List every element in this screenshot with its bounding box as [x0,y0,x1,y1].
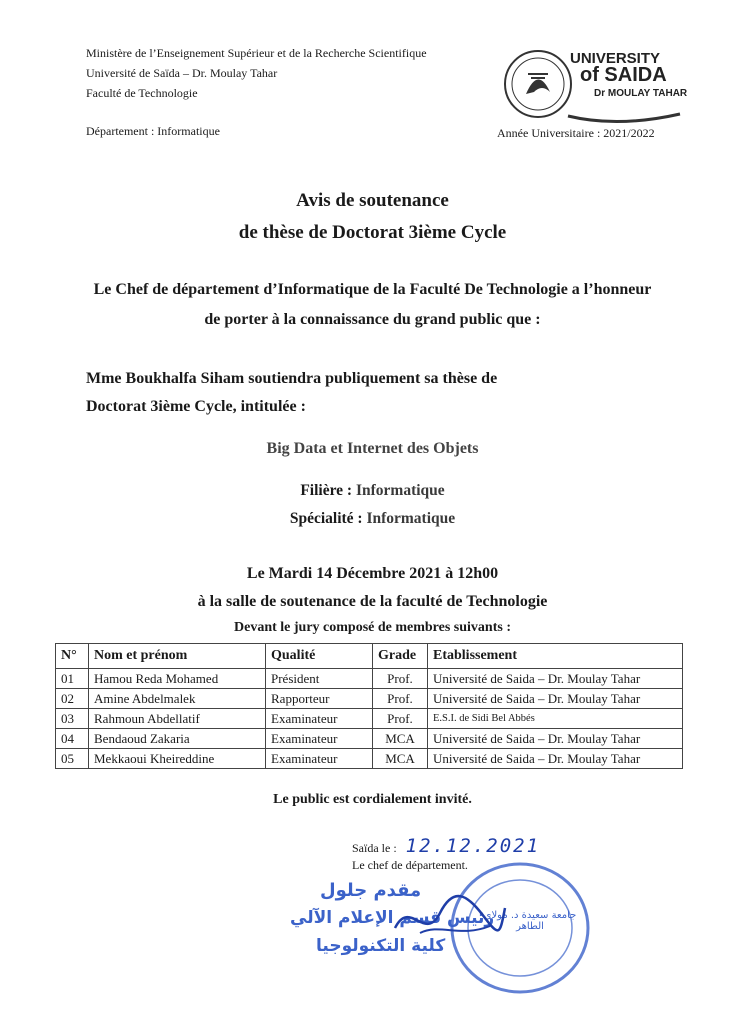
place-date-line [352,835,540,857]
col-header-number: N° [56,644,89,669]
defense-room: à la salle de soutenance de la faculté de Technologie [197,593,548,610]
jury-intro: Devant le jury composé de membres suivants : [234,620,511,635]
seal-text: جامعة سعيدة د. مولاي الطاهر [483,910,577,932]
table-row [56,709,683,729]
col-header-name: Nom et prénom [89,644,266,669]
candidate-line2: Doctorat 3ième Cycle, intitulée : [86,398,306,415]
ministry-line: Ministère de l’Enseignement Supérieur et de la Recherche Scientifique [86,46,427,60]
logo-line3: Dr MOULAY TAHAR [594,88,688,99]
cell-institution: Université de Saida – Dr. Moulay Tahar [428,689,683,709]
intro-paragraph: Le Chef de département d’Informatique de la Faculté De Technologie a l’honneur de porter à la connaissance du grand public que : [93,281,652,328]
cell-quality: Examinateur [266,729,373,749]
logo-line1: UNIVERSITY [570,50,661,67]
logo-line2: of SAIDA [580,64,667,86]
filiere-value: Informatique [355,482,445,499]
cell-quality: Président [266,669,373,689]
jury-header-row [56,644,683,669]
cell-grade: Prof. [373,709,428,729]
notice-title: Avis de soutenance [296,190,449,211]
header-block [86,43,427,141]
table-row [56,749,683,769]
cell-quality: Examinateur [266,749,373,769]
col-header-institution: Etablissement [428,644,683,669]
cell-number: 04 [56,729,89,749]
stamp-line1: رئيس قسم الإعلام الآلي [290,908,495,928]
cell-institution: Université de Saida – Dr. Moulay Tahar [428,729,683,749]
table-row [56,669,683,689]
defense-date: Le Mardi 14 Décembre 2021 à 12h00 [246,565,499,582]
cell-name: Rahmoun Abdellatif [89,709,266,729]
university-logo [498,44,688,130]
col-header-grade: Grade [373,644,428,669]
thesis-title: Big Data et Internet des Objets [266,440,479,457]
cell-name: Bendaoud Zakaria [89,729,266,749]
table-row [56,729,683,749]
cell-name: Mekkaoui Kheireddine [89,749,266,769]
filiere-line [0,482,745,500]
specialite-line [0,510,745,528]
specialite-value: Informatique [366,510,456,527]
cell-grade: MCA [373,729,428,749]
place-label: Saïda le : [352,841,397,855]
university-line: Université de Saïda – Dr. Moulay Tahar [86,66,278,80]
faculty-line: Faculté de Technologie [86,86,198,100]
cell-grade: MCA [373,749,428,769]
cell-number: 03 [56,709,89,729]
signature-role: Le chef de département. [352,858,468,872]
cell-institution: Université de Saida – Dr. Moulay Tahar [428,749,683,769]
cell-name: Amine Abdelmalek [89,689,266,709]
cell-number: 01 [56,669,89,689]
cell-institution: E.S.I. de Sidi Bel Abbés [428,709,683,729]
handwritten-signature-icon [390,888,510,948]
cell-grade: Prof. [373,689,428,709]
specialite-label: Spécialité : [289,510,367,527]
cell-number: 02 [56,689,89,709]
cell-grade: Prof. [373,669,428,689]
handwritten-date: 12.12.2021 [405,835,541,857]
stamp-name: مقدم جلول [320,880,422,901]
cell-institution: Université de Saida – Dr. Moulay Tahar [428,669,683,689]
col-header-quality: Qualité [266,644,373,669]
table-row [56,689,683,709]
cell-quality: Rapporteur [266,689,373,709]
candidate-line1: Mme Boukhalfa Siham soutiendra publiquement sa thèse de [86,370,498,387]
stamp-area [280,858,610,998]
stamp-line2: كلية التكنولوجيا [316,936,446,956]
filiere-label: Filière : [300,482,356,499]
cell-number: 05 [56,749,89,769]
jury-table [55,643,683,769]
department-line: Département : Informatique [86,124,220,138]
cell-name: Hamou Reda Mohamed [89,669,266,689]
closing-line: Le public est cordialement invité. [273,792,472,807]
notice-subtitle: de thèse de Doctorat 3ième Cycle [238,222,507,243]
academic-year: Année Universitaire : 2021/2022 [497,126,655,140]
cell-quality: Examinateur [266,709,373,729]
